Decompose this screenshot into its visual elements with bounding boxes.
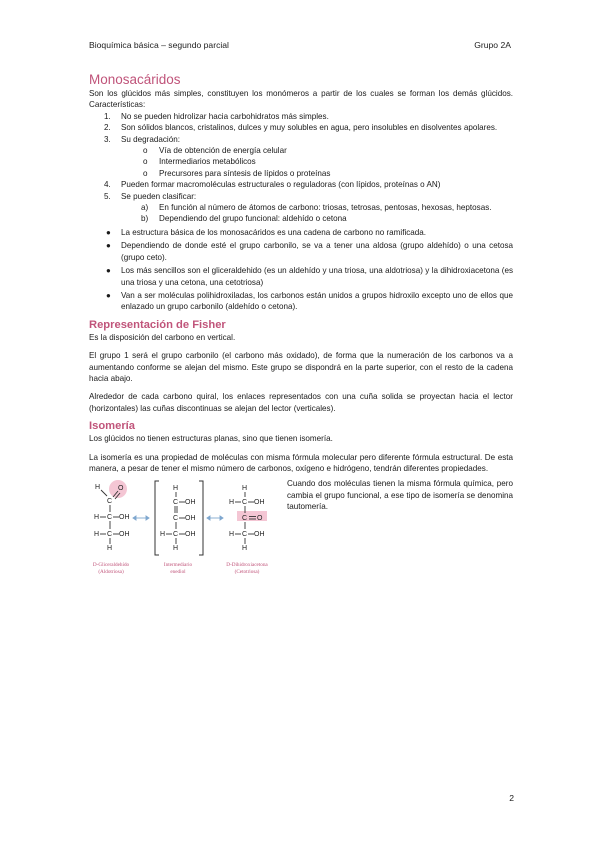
svg-text:D-Gliceraldehído: D-Gliceraldehído (92, 562, 130, 569)
enediol-structure (155, 481, 203, 555)
svg-text:H: H (173, 485, 179, 493)
list-item: 2. Son sólidos blancos, cristalinos, dulces y muy solubles en agua, pero insolubles en disolventes apolares. (104, 123, 498, 133)
svg-text:C: C (173, 499, 179, 507)
header-title: Bioquímica básica – segundo parcial (89, 40, 229, 50)
intro-paragraph: Son los glúcidos más simples, constituyen los monómeros a partir de los cuales se forman los demás glúcidos. Características: (89, 89, 513, 110)
svg-text:C: C (107, 498, 113, 506)
svg-text:H: H (95, 484, 101, 492)
list-item: ● Los más sencillos son el gliceraldehido (es un aldehído y una triosa, una aldotriosa) y la dihidroxiacetona (es una triosa y una cetona, una cetotriosa) (106, 266, 513, 287)
glyceraldehyde-structure (94, 480, 130, 552)
svg-text:enediol: enediol (170, 569, 186, 576)
paragraph: Alrededor de cada carbono quiral, los enlaces representados con una cuña solida se proyectan hacia el lector (horizontales) las cuñas discontinuas se alejan del lector (verticales). (89, 392, 513, 413)
paragraph: Es la disposición del carbono en vertical. (89, 332, 236, 342)
paragraph: El grupo 1 será el grupo carbonilo (el carbono más oxidado), de forma que la numeración de los carbonos va a aumentando conforme se alejan del mismo. Este grupo se dispondrá en la parte superior, con el resto de la cadena hacia abajo. (89, 351, 513, 383)
dihydroxyacetone-structure (229, 485, 267, 552)
list-item: 4. Pueden formar macromoléculas estructurales o reguladoras (con lípidos, proteínas o AN) (104, 180, 441, 190)
characteristics-list-cont (89, 179, 513, 202)
svg-text:C: C (107, 514, 113, 522)
svg-text:H: H (229, 499, 235, 507)
svg-text:C: C (107, 531, 113, 539)
tautomerism-figure (89, 478, 279, 582)
list-item: a) En función al número de átomos de carbono: triosas, tetrosas, pentosas, hexosas, heptosas. (141, 203, 492, 213)
bullet-list (89, 227, 513, 313)
svg-text:H: H (242, 485, 248, 493)
equilibrium-arrow-right (207, 516, 223, 520)
svg-text:OH: OH (119, 514, 130, 522)
classification-sublist (89, 202, 513, 225)
svg-text:C: C (242, 499, 248, 507)
list-item: ● Dependiendo de donde esté el grupo carbonilo, se va a tener una aldosa (grupo aldehído) o una cetosa (grupo ceto). (106, 241, 513, 262)
page-content (89, 72, 513, 582)
tautomeria-paragraph: Cuando dos moléculas tienen la misma fórmula química, pero cambia el grupo funcional, a ese tipo de isomería se denomina tautomería. (287, 479, 513, 512)
list-item: ● Van a ser moléculas polihidroxiladas, los carbonos están unidos a grupos hidroxilo excepto uno de ellos que enlazado un grupo carbonilo (aldehído o cetona). (106, 290, 513, 312)
svg-text:OH: OH (185, 499, 196, 507)
svg-text:C: C (242, 531, 248, 539)
section-title-monosacaridos: Monosacáridos (89, 72, 181, 87)
list-item: o Precursores para síntesis de lípidos o proteínas (143, 168, 331, 178)
list-item: 5. Se pueden clasificar: (104, 191, 197, 201)
svg-text:OH: OH (119, 531, 130, 539)
svg-text:(Aldotriosa): (Aldotriosa) (98, 569, 124, 576)
svg-text:H: H (229, 531, 235, 539)
list-item: o Intermediarios metabólicos (143, 157, 256, 167)
list-item: 3. Su degradación: (104, 134, 180, 144)
figure-captions (93, 562, 269, 575)
header-group: Grupo 2A (474, 40, 511, 50)
paragraph: La isomería es una propiedad de moléculas con misma fórmula molecular pero diferente fórmula estructural. De esta manera, a pesar de tener el mismo número de carbonos, oxígeno e hidrógeno, tendrán diferentes propiedades. (89, 452, 513, 473)
list-item: 1. No se pueden hidrolizar hacia carbohidratos más simples. (104, 111, 329, 121)
figure-row (89, 478, 513, 582)
svg-text:O: O (118, 485, 124, 493)
page-number: 2 (509, 793, 514, 803)
svg-text:C: C (173, 531, 179, 539)
svg-text:H: H (94, 514, 100, 522)
svg-text:OH: OH (254, 531, 265, 539)
svg-text:H: H (242, 545, 248, 553)
characteristics-list (89, 111, 513, 145)
section-title-fisher: Representación de Fisher (89, 318, 226, 331)
section-title-isomeria: Isomería (89, 420, 136, 433)
svg-text:H: H (160, 531, 166, 539)
list-item: ● La estructura básica de los monosacáridos es una cadena de carbono no ramificada. (106, 227, 427, 237)
degradation-sublist (89, 145, 513, 179)
svg-text:OH: OH (185, 515, 196, 523)
list-item: b) Dependiendo del grupo funcional: aldehído o cetona (141, 214, 347, 224)
svg-text:(Cetotriosa): (Cetotriosa) (234, 569, 260, 576)
svg-text:Intermediario: Intermediario (163, 562, 193, 569)
paragraph: Los glúcidos no tienen estructuras planas, sino que tienen isomería. (89, 434, 333, 444)
svg-text:H: H (173, 545, 179, 553)
list-item: o Vía de obtención de energía celular (143, 146, 287, 156)
svg-text:H: H (94, 531, 100, 539)
svg-text:OH: OH (185, 531, 196, 539)
svg-text:C: C (173, 515, 179, 523)
svg-text:H: H (107, 545, 113, 553)
svg-text:OH: OH (254, 499, 265, 507)
svg-text:O: O (257, 515, 263, 523)
equilibrium-arrow-left (133, 516, 149, 520)
svg-text:D-Dihidroxiacetona: D-Dihidroxiacetona (226, 562, 268, 569)
svg-text:C: C (242, 515, 248, 523)
